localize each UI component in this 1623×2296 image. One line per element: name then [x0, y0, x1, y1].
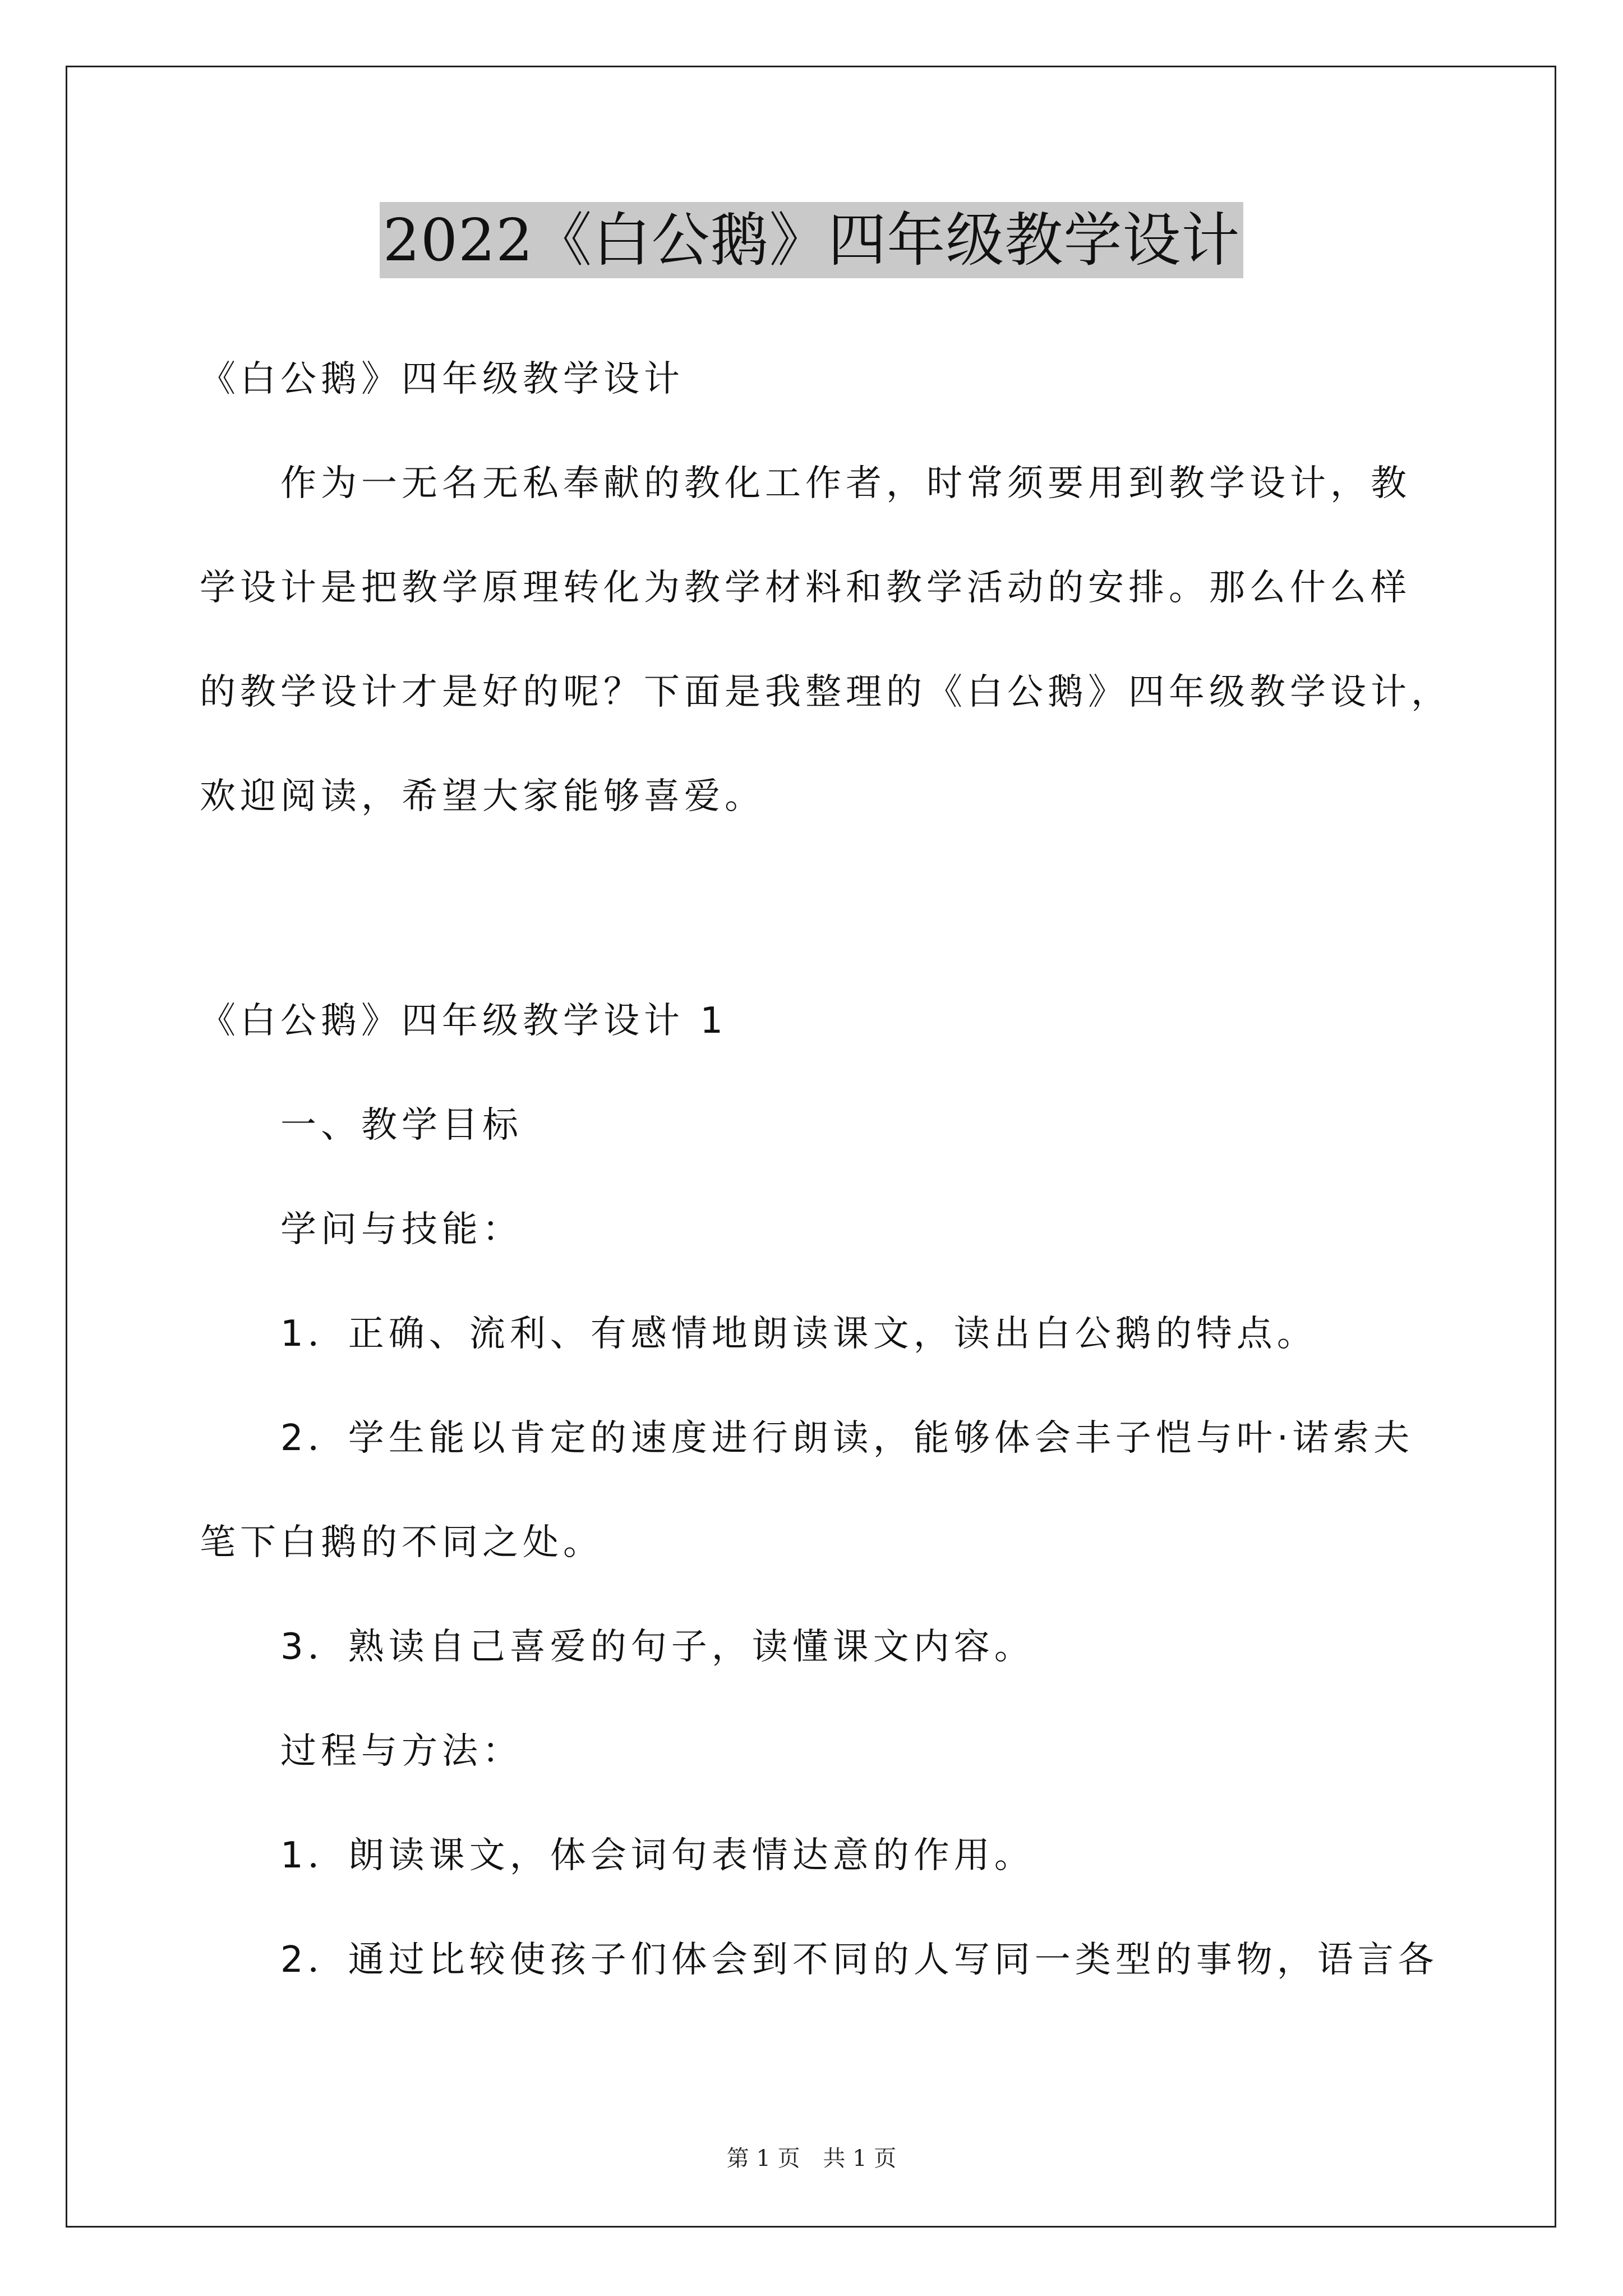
- list-item: 2．通过比较使孩子们体会到不同的人写同一类型的事物，语言各: [280, 1939, 1438, 1981]
- process-method-heading: 过程与方法：: [280, 1731, 523, 1772]
- knowledge-skills-heading: 学问与技能：: [280, 1209, 523, 1250]
- page-number: 第 1 页: [726, 2146, 800, 2171]
- list-item: 1．朗读课文，体会词句表情达意的作用。: [280, 1835, 1035, 1876]
- intro-line-4: 欢迎阅读，希望大家能够喜爱。: [200, 776, 765, 817]
- list-item: 1．正确、流利、有感情地朗读课文，读出白公鹅的特点。: [280, 1313, 1317, 1355]
- document-title-text: 2022《白公鹅》四年级教学设计: [380, 202, 1244, 278]
- intro-line-2: 学设计是把教学原理转化为教学材料和教学活动的安排。那么什么样: [200, 567, 1411, 609]
- objectives-heading: 一、教学目标: [280, 1105, 523, 1146]
- list-item-continuation: 笔下白鹅的不同之处。: [200, 1522, 603, 1563]
- page-footer: [0, 2143, 1623, 2174]
- section-heading: 《白公鹅》四年级教学设计 1: [200, 1000, 728, 1042]
- subtitle-line: 《白公鹅》四年级教学设计: [200, 358, 684, 400]
- intro-line-1: 作为一无名无私奉献的教化工作者，时常须要用到教学设计，教: [280, 463, 1411, 504]
- list-item: 2．学生能以肯定的速度进行朗读，能够体会丰子恺与叶·诺索夫: [280, 1418, 1414, 1459]
- document-title: [0, 202, 1623, 278]
- intro-line-3: 的教学设计才是好的呢？下面是我整理的《白公鹅》四年级教学设计，: [200, 671, 1451, 713]
- list-item: 3．熟读自己喜爱的句子，读懂课文内容。: [280, 1626, 1035, 1668]
- page-total: 共 1 页: [823, 2146, 897, 2171]
